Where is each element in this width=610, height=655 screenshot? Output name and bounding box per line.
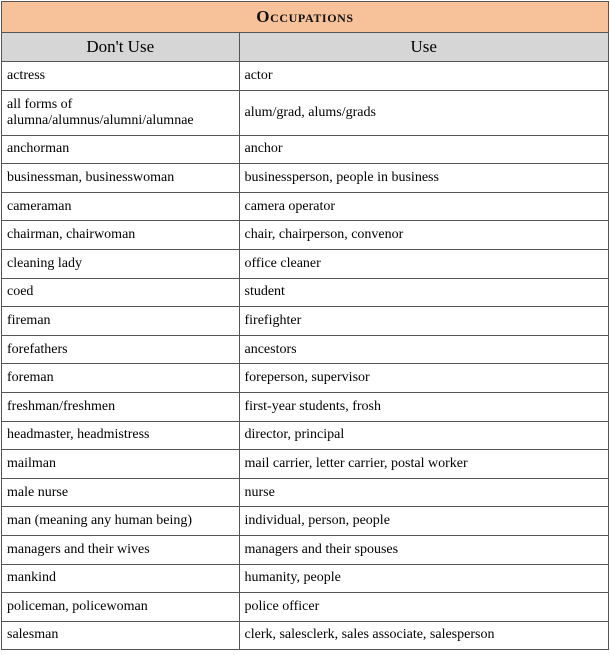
occupations-table-panel (1, 1, 609, 650)
use-cell: clerk, salesclerk, sales associate, salesperson (244, 627, 495, 643)
header-row (2, 33, 608, 62)
table-row (2, 249, 608, 278)
use-cell: police officer (239, 593, 608, 622)
dont-use-cell: chairman, chairwoman (2, 221, 239, 250)
table-row (2, 135, 608, 164)
table-row (2, 593, 608, 622)
occupations-table (2, 33, 608, 649)
dont-use-cell: actress (2, 62, 239, 91)
table-row (2, 164, 608, 193)
table-row (2, 221, 608, 250)
dont-use-cell: all forms of alumna/alumnus/alumni/alumnae (2, 90, 239, 135)
table-row (2, 507, 608, 536)
column-header-use: Use (239, 33, 608, 62)
dont-use-cell: salesman (2, 621, 239, 649)
use-cell: chair, chairperson, convenor (239, 221, 608, 250)
use-cell: actor (239, 62, 608, 91)
dont-use-cell: mailman (2, 450, 239, 479)
table-row (2, 392, 608, 421)
table-row (2, 307, 608, 336)
table-row (2, 535, 608, 564)
use-cell: individual, person, people (239, 507, 608, 536)
dont-use-cell: policeman, policewoman (2, 593, 239, 622)
use-cell: anchor (239, 135, 608, 164)
dont-use-cell: freshman/freshmen (2, 392, 239, 421)
dont-use-cell: cameraman (2, 192, 239, 221)
use-cell: first-year students, frosh (239, 392, 608, 421)
column-header-dont-use: Don't Use (2, 33, 239, 62)
dont-use-cell: cleaning lady (2, 249, 239, 278)
use-cell: mail carrier, letter carrier, postal worker (239, 450, 608, 479)
dont-use-cell: fireman (2, 307, 239, 336)
use-cell: businessperson, people in business (239, 164, 608, 193)
dont-use-cell: forefathers (2, 335, 239, 364)
use-cell: firefighter (239, 307, 608, 336)
table-row (2, 564, 608, 593)
table-row (2, 192, 608, 221)
dont-use-cell: businessman, businesswoman (2, 164, 239, 193)
table-row (2, 621, 608, 649)
table-title: Occupations (2, 2, 608, 33)
dont-use-cell: managers and their wives (2, 535, 239, 564)
use-cell: director, principal (239, 421, 608, 450)
use-cell: alum/grad, alums/grads (239, 90, 608, 135)
use-cell: camera operator (239, 192, 608, 221)
table-row (2, 335, 608, 364)
dont-use-cell: headmaster, headmistress (2, 421, 239, 450)
table-row (2, 62, 608, 91)
use-cell: managers and their spouses (239, 535, 608, 564)
use-cell: student (239, 278, 608, 307)
table-row (2, 421, 608, 450)
use-cell: humanity, people (239, 564, 608, 593)
use-cell: foreperson, supervisor (239, 364, 608, 393)
use-cell: office cleaner (239, 249, 608, 278)
table-row (2, 90, 608, 135)
dont-use-cell: foreman (2, 364, 239, 393)
dont-use-cell: male nurse (2, 478, 239, 507)
dont-use-cell: coed (2, 278, 239, 307)
table-row (2, 478, 608, 507)
dont-use-cell: man (meaning any human being) (2, 507, 239, 536)
use-cell: nurse (239, 478, 608, 507)
table-row (2, 278, 608, 307)
table-row (2, 450, 608, 479)
dont-use-cell: anchorman (2, 135, 239, 164)
use-cell: ancestors (239, 335, 608, 364)
dont-use-cell: mankind (2, 564, 239, 593)
table-row (2, 364, 608, 393)
